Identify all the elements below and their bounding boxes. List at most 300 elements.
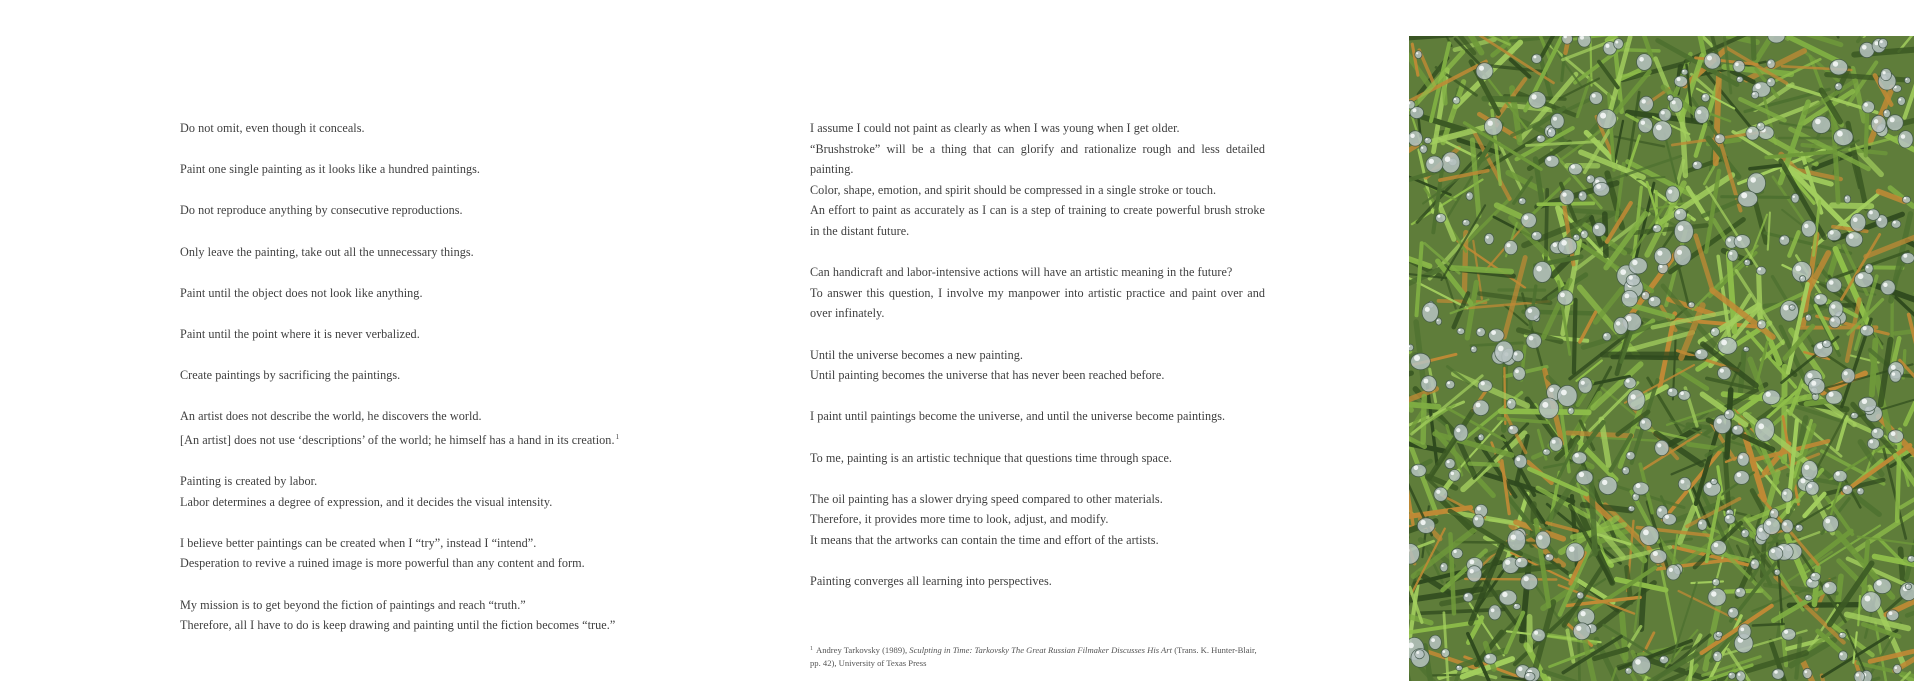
- water-droplet: [1409, 131, 1423, 146]
- water-droplet: [1737, 452, 1749, 466]
- water-droplet: [1514, 455, 1527, 469]
- water-droplet: [1421, 376, 1437, 392]
- right-line: Until painting becomes the universe that has never been reached before.: [810, 368, 1165, 383]
- water-droplet: [1755, 418, 1775, 441]
- right-stanza: [810, 406, 1265, 427]
- water-droplet: [1667, 95, 1673, 101]
- water-droplet: [1581, 230, 1589, 238]
- water-droplet: [1728, 249, 1739, 261]
- water-droplet: [1484, 118, 1502, 136]
- water-droplet: [1751, 91, 1759, 98]
- water-droplet: [1666, 565, 1680, 580]
- water-droplet: [1756, 266, 1766, 275]
- water-droplet: [1499, 590, 1517, 605]
- water-droplet: [1733, 60, 1745, 72]
- water-droplet: [1411, 353, 1431, 370]
- water-droplet: [1628, 506, 1635, 512]
- water-droplet: [1768, 547, 1782, 561]
- water-droplet: [1857, 488, 1864, 495]
- water-droplet: [1577, 592, 1584, 599]
- grass-blade-stroke: [1530, 617, 1531, 650]
- water-droplet: [1426, 156, 1443, 173]
- water-droplet: [1887, 115, 1904, 131]
- water-droplet: [1809, 378, 1825, 394]
- grass-blade-stroke: [1752, 36, 1754, 58]
- grass-blade-stroke: [1832, 205, 1871, 206]
- water-droplet: [1507, 398, 1516, 409]
- water-droplet: [1569, 163, 1583, 174]
- water-droplet: [1639, 96, 1653, 111]
- water-droplet: [1860, 325, 1873, 336]
- water-droplet: [1711, 541, 1727, 555]
- water-droplet: [1829, 301, 1843, 318]
- right-stanza: [810, 448, 1265, 469]
- right-line: Until the universe becomes a new painting.: [810, 347, 1023, 362]
- water-droplet: [1558, 385, 1578, 406]
- grass-blade-stroke: [1444, 76, 1446, 104]
- water-droplet: [1641, 291, 1649, 300]
- water-droplet: [1545, 554, 1554, 561]
- water-droplet: [1519, 198, 1526, 205]
- water-droplet: [1508, 530, 1526, 551]
- water-droplet: [1445, 459, 1455, 469]
- water-droplet: [1862, 101, 1875, 113]
- water-droplet: [1713, 651, 1722, 661]
- water-droplet: [1629, 258, 1647, 274]
- water-droplet: [1743, 347, 1749, 352]
- water-droplet: [1738, 624, 1751, 639]
- water-droplet: [1515, 557, 1528, 568]
- water-droplet: [1803, 668, 1812, 678]
- water-droplet: [1526, 333, 1541, 348]
- water-droplet: [1908, 556, 1914, 563]
- water-droplet: [1449, 470, 1461, 482]
- water-droplet: [1830, 59, 1848, 75]
- water-droplet: [1834, 129, 1854, 146]
- water-droplet: [1614, 39, 1624, 50]
- water-droplet: [1728, 672, 1735, 679]
- water-droplet: [1471, 346, 1477, 353]
- water-droplet: [1653, 225, 1662, 233]
- water-droplet: [1662, 514, 1676, 525]
- water-droplet: [1624, 377, 1636, 388]
- water-droplet: [1409, 344, 1414, 351]
- right-line: Can handicraft and labor-intensive actions will have an artistic meaning in the future?: [810, 265, 1233, 280]
- water-droplet: [1473, 514, 1484, 527]
- left-stanza: [180, 324, 740, 345]
- footnote-publication: (Trans. K. Hunter-Blair, pp. 42), University of Texas Press: [810, 645, 1257, 668]
- water-droplet: [1881, 280, 1896, 295]
- water-droplet: [1873, 579, 1891, 594]
- left-stanza: [180, 200, 740, 221]
- water-droplet: [1456, 665, 1462, 670]
- water-droplet: [1741, 529, 1749, 537]
- right-stanza: [810, 489, 1265, 551]
- water-droplet: [1747, 173, 1765, 194]
- water-droplet: [1489, 329, 1505, 342]
- water-droplet: [1489, 605, 1502, 620]
- grass-blade-stroke: [1452, 268, 1512, 272]
- water-droplet: [1738, 191, 1758, 207]
- water-droplet: [1767, 59, 1775, 68]
- water-droplet: [1597, 109, 1617, 128]
- water-droplet: [1543, 449, 1551, 455]
- left-line: [An artist] does not use ‘descriptions’ of the world; he himself has a hand in its creation.$^1$: [180, 432, 620, 447]
- right-stanza: [810, 262, 1265, 324]
- water-droplet: [1653, 121, 1672, 141]
- water-droplet: [1454, 424, 1468, 441]
- footnote: [810, 643, 1265, 670]
- water-droplet: [1861, 592, 1881, 613]
- water-droplet: [1839, 651, 1848, 661]
- water-droplet: [1865, 264, 1874, 274]
- right-stanza: [810, 345, 1265, 386]
- water-droplet: [1521, 213, 1536, 228]
- water-droplet: [1476, 328, 1485, 337]
- water-droplet: [1504, 241, 1517, 255]
- left-stanza: [180, 471, 740, 512]
- right-stanza: [810, 118, 1265, 242]
- water-droplet: [1867, 438, 1879, 449]
- water-droplet: [1763, 518, 1780, 535]
- left-stanza: [180, 242, 740, 263]
- water-droplet: [1833, 470, 1847, 481]
- water-droplet: [1841, 368, 1855, 383]
- left-line: Paint until the object does not look like anything.: [180, 285, 423, 300]
- water-droplet: [1692, 161, 1702, 169]
- water-droplet: [1829, 316, 1841, 328]
- left-line: Paint until the point where it is never verbalized.: [180, 326, 420, 341]
- water-droplet: [1724, 514, 1735, 524]
- water-droplet: [1711, 478, 1718, 484]
- water-droplet: [1655, 440, 1669, 455]
- water-droplet: [1698, 519, 1708, 530]
- water-droplet: [1704, 53, 1721, 69]
- water-droplet: [1539, 398, 1559, 419]
- water-droplet: [1715, 134, 1725, 144]
- water-droplet: [1512, 350, 1524, 362]
- grass-blade-stroke: [1605, 214, 1606, 255]
- water-droplet: [1578, 191, 1587, 201]
- water-droplet: [1415, 650, 1425, 659]
- water-droplet: [1887, 610, 1899, 621]
- water-droplet: [1728, 607, 1739, 618]
- water-droplet: [1735, 588, 1746, 598]
- right-stanza: [810, 571, 1265, 592]
- water-droplet: [1888, 430, 1903, 443]
- water-droplet: [1560, 190, 1574, 205]
- water-droplet: [1822, 340, 1831, 348]
- water-droplet: [1424, 137, 1431, 143]
- water-droplet: [1411, 464, 1426, 477]
- grass-blade-stroke: [1613, 357, 1705, 358]
- water-droplet: [1434, 487, 1448, 501]
- water-droplet: [1590, 92, 1603, 105]
- footnote-mark: 1: [810, 646, 813, 652]
- left-line: Do not omit, even though it conceals.: [180, 121, 365, 135]
- right-text-column: [810, 118, 1265, 612]
- water-droplet: [1859, 397, 1877, 411]
- water-droplet: [1614, 317, 1628, 334]
- left-line: I believe better paintings can be created when I “try”, instead I “intend”.: [180, 535, 537, 550]
- water-droplet: [1473, 400, 1489, 416]
- left-line: An artist does not describe the world, he discovers the world.: [180, 409, 482, 424]
- water-droplet: [1781, 519, 1793, 532]
- water-droplet: [1718, 366, 1732, 379]
- water-droplet: [1466, 192, 1473, 200]
- water-droplet: [1678, 477, 1691, 490]
- water-droplet: [1633, 482, 1649, 495]
- water-droplet: [1746, 126, 1759, 140]
- water-droplet: [1603, 332, 1612, 340]
- water-droplet: [1654, 247, 1671, 264]
- water-droplet: [1801, 461, 1817, 481]
- water-droplet: [1566, 543, 1584, 562]
- water-droplet: [1545, 155, 1559, 167]
- water-droplet: [1650, 550, 1667, 564]
- left-line: Painting is created by labor.: [180, 474, 318, 489]
- water-droplet: [1462, 220, 1470, 226]
- water-droplet: [1772, 669, 1784, 680]
- water-droplet: [1744, 259, 1750, 265]
- water-droplet: [1757, 320, 1766, 329]
- water-droplet: [1695, 106, 1710, 123]
- water-droplet: [1586, 175, 1594, 183]
- left-line: Do not reproduce anything by consecutive reproductions.: [180, 203, 463, 218]
- water-droplet: [1905, 584, 1911, 590]
- left-stanza: [180, 283, 740, 304]
- grass-blade-stroke: [1618, 50, 1659, 51]
- water-droplet: [1718, 337, 1737, 354]
- water-droplet: [1823, 516, 1839, 532]
- water-droplet: [1441, 649, 1449, 658]
- water-droplet: [1897, 97, 1905, 106]
- water-droplet: [1732, 425, 1744, 435]
- grass-blade-stroke: [1470, 464, 1499, 465]
- water-droplet: [1795, 524, 1803, 531]
- water-droplet: [1442, 152, 1460, 173]
- water-droplet: [1531, 231, 1541, 240]
- grass-blade-stroke: [1759, 275, 1761, 326]
- footnote-author: Andrey Tarkovsky (1989),: [816, 645, 908, 655]
- water-droplet: [1898, 131, 1913, 148]
- water-droplet: [1814, 294, 1827, 305]
- water-droplet: [1532, 629, 1546, 642]
- left-stanza: [180, 118, 740, 139]
- water-droplet: [1476, 63, 1493, 80]
- water-droplet: [1557, 290, 1573, 305]
- water-droplet: [1578, 377, 1592, 393]
- water-droplet: [1674, 76, 1687, 87]
- water-droplet: [1551, 113, 1565, 128]
- water-droplet: [1789, 305, 1795, 311]
- water-droplet: [1453, 97, 1460, 104]
- left-stanza: [180, 533, 740, 574]
- water-droplet: [1562, 36, 1573, 44]
- water-droplet: [1781, 488, 1792, 502]
- water-droplet: [1871, 115, 1886, 132]
- water-droplet: [1767, 78, 1776, 87]
- right-line: I paint until paintings become the universe, and until the universe become paintings.: [810, 409, 1226, 424]
- water-droplet: [1592, 223, 1605, 237]
- water-droplet: [1750, 559, 1759, 569]
- water-droplet: [1904, 77, 1910, 83]
- water-droplet: [1599, 477, 1617, 495]
- right-line: I assume I could not paint as clearly as when I was young when I get older.: [810, 121, 1180, 135]
- water-droplet: [1637, 54, 1653, 71]
- water-droplet: [1572, 452, 1587, 464]
- water-droplet: [1708, 588, 1726, 606]
- water-droplet: [1901, 253, 1914, 264]
- water-droplet: [1893, 664, 1901, 673]
- water-droplet: [1805, 314, 1811, 321]
- water-droplet: [1806, 481, 1819, 495]
- left-line: Desperation to revive a ruined image is more powerful than any content and form.: [180, 556, 585, 571]
- water-droplet: [1451, 548, 1462, 558]
- water-droplet: [1558, 238, 1577, 255]
- water-droplet: [1415, 51, 1422, 59]
- water-droplet: [1844, 195, 1851, 203]
- water-droplet: [1800, 276, 1806, 282]
- right-line: To me, painting is an artistic technique that questions time through space.: [810, 450, 1173, 465]
- water-droplet: [1568, 407, 1574, 414]
- water-droplet: [1436, 318, 1442, 325]
- water-droplet: [1463, 593, 1473, 602]
- water-droplet: [1622, 467, 1629, 475]
- water-droplet: [1734, 235, 1750, 249]
- water-droplet: [1667, 388, 1678, 397]
- water-droplet: [1854, 671, 1864, 681]
- footnote-title: Sculpting in Time: Tarkovsky The Great Russian Filmaker Discusses His Art: [909, 645, 1173, 655]
- water-droplet: [1484, 233, 1494, 244]
- water-droplet: [1678, 390, 1690, 400]
- water-droplet: [1883, 109, 1890, 117]
- water-droplet: [1780, 301, 1798, 322]
- water-droplet: [1525, 306, 1540, 320]
- left-line: Therefore, all I have to do is keep drawing and painting until the fiction becomes “true.”: [180, 618, 616, 633]
- left-line: My mission is to get beyond the fiction of paintings and reach “truth.”: [180, 597, 526, 612]
- left-stanza: [180, 365, 740, 386]
- water-droplet: [1763, 390, 1781, 405]
- left-line: Paint one single painting as it looks like a hundred paintings.: [180, 162, 481, 177]
- water-droplet: [1711, 327, 1720, 336]
- water-droplet: [1855, 272, 1874, 288]
- water-droplet: [1524, 672, 1535, 681]
- water-droplet: [1695, 349, 1708, 360]
- water-droplet: [1734, 471, 1749, 485]
- water-droplet: [1827, 229, 1841, 241]
- grass-blade-stroke: [1838, 576, 1841, 604]
- right-line: “Brushstroke” will be a thing that can glorify and rationalize rough and less detailed painting.: [810, 141, 1265, 177]
- water-droplet: [1902, 196, 1910, 203]
- water-droplet: [1802, 220, 1817, 237]
- water-droplet: [1805, 595, 1812, 601]
- water-droplet: [1846, 232, 1863, 247]
- water-droplet: [1782, 629, 1796, 641]
- water-droplet: [1826, 390, 1843, 404]
- water-droplet: [1478, 434, 1484, 441]
- right-line: To answer this question, I involve my manpower into artistic practice and paint over and over infinately.: [810, 285, 1265, 321]
- water-droplet: [1549, 437, 1562, 452]
- water-droplet: [1632, 656, 1651, 674]
- water-droplet: [1835, 83, 1842, 91]
- water-droplet: [1842, 485, 1852, 495]
- water-droplet: [1810, 572, 1820, 581]
- water-droplet: [1891, 220, 1901, 228]
- water-droplet: [1648, 296, 1661, 307]
- left-stanza: [180, 159, 740, 180]
- right-line: An effort to paint as accurately as I can is a step of training to create powerful brush stroke in the distant future.: [810, 203, 1265, 238]
- water-droplet: [1867, 209, 1879, 220]
- water-droplet: [1674, 208, 1686, 220]
- water-droplet: [1659, 109, 1671, 122]
- right-line: Color, shape, emotion, and spirit should be compressed in a single stroke or touch.: [810, 182, 1217, 197]
- water-droplet: [1674, 221, 1693, 243]
- water-droplet: [1578, 608, 1595, 625]
- water-droplet: [1724, 409, 1734, 419]
- footnote-reference: 1: [615, 432, 620, 441]
- water-droplet: [1513, 367, 1525, 381]
- water-droplet: [1638, 118, 1652, 133]
- water-droplet: [1484, 653, 1497, 664]
- water-droplet: [1420, 145, 1428, 153]
- water-droplet: [1440, 563, 1448, 572]
- water-droplet: [1625, 668, 1632, 675]
- water-droplet: [1547, 128, 1555, 138]
- grass-painting-image: [1409, 36, 1914, 681]
- left-text-column: [180, 118, 740, 656]
- water-droplet: [1593, 182, 1609, 196]
- water-droplet: [1573, 623, 1590, 640]
- water-droplet: [1446, 380, 1455, 389]
- water-droplet: [1622, 290, 1638, 307]
- left-line: Create paintings by sacrificing the paintings.: [180, 368, 401, 383]
- water-droplet: [1839, 632, 1846, 638]
- water-droplet: [1688, 302, 1695, 308]
- water-droplet: [1774, 569, 1780, 575]
- water-droplet: [1851, 413, 1859, 419]
- right-line: It means that the artworks can contain the time and effort of the artists.: [810, 532, 1159, 547]
- left-stanza: [180, 595, 740, 636]
- water-droplet: [1681, 69, 1688, 75]
- water-droplet: [1521, 574, 1538, 590]
- water-droplet: [1627, 390, 1645, 411]
- water-droplet: [1736, 671, 1745, 681]
- water-droplet: [1467, 566, 1482, 582]
- water-droplet: [1576, 470, 1593, 485]
- water-droplet: [1429, 635, 1441, 649]
- water-droplet: [1536, 135, 1545, 142]
- left-line: Labor determines a degree of expression, and it decides the visual intensity.: [180, 494, 553, 509]
- right-line: The oil painting has a slower drying speed compared to other materials.: [810, 491, 1163, 506]
- water-droplet: [1822, 582, 1836, 595]
- water-droplet: [1639, 418, 1651, 431]
- water-droplet: [1536, 531, 1551, 549]
- water-droplet: [1533, 262, 1552, 283]
- water-droplet: [1737, 76, 1744, 82]
- water-droplet: [1417, 518, 1435, 534]
- water-droplet: [1791, 193, 1799, 203]
- water-droplet: [1881, 69, 1892, 81]
- grass-blade-stroke: [1753, 624, 1784, 626]
- water-droplet: [1478, 380, 1492, 392]
- water-droplet: [1436, 214, 1446, 223]
- water-droplet: [1712, 579, 1719, 586]
- grass-blade-stroke: [1423, 396, 1424, 442]
- water-droplet: [1850, 213, 1866, 231]
- water-droplet: [1871, 428, 1884, 439]
- water-droplet: [1826, 278, 1841, 292]
